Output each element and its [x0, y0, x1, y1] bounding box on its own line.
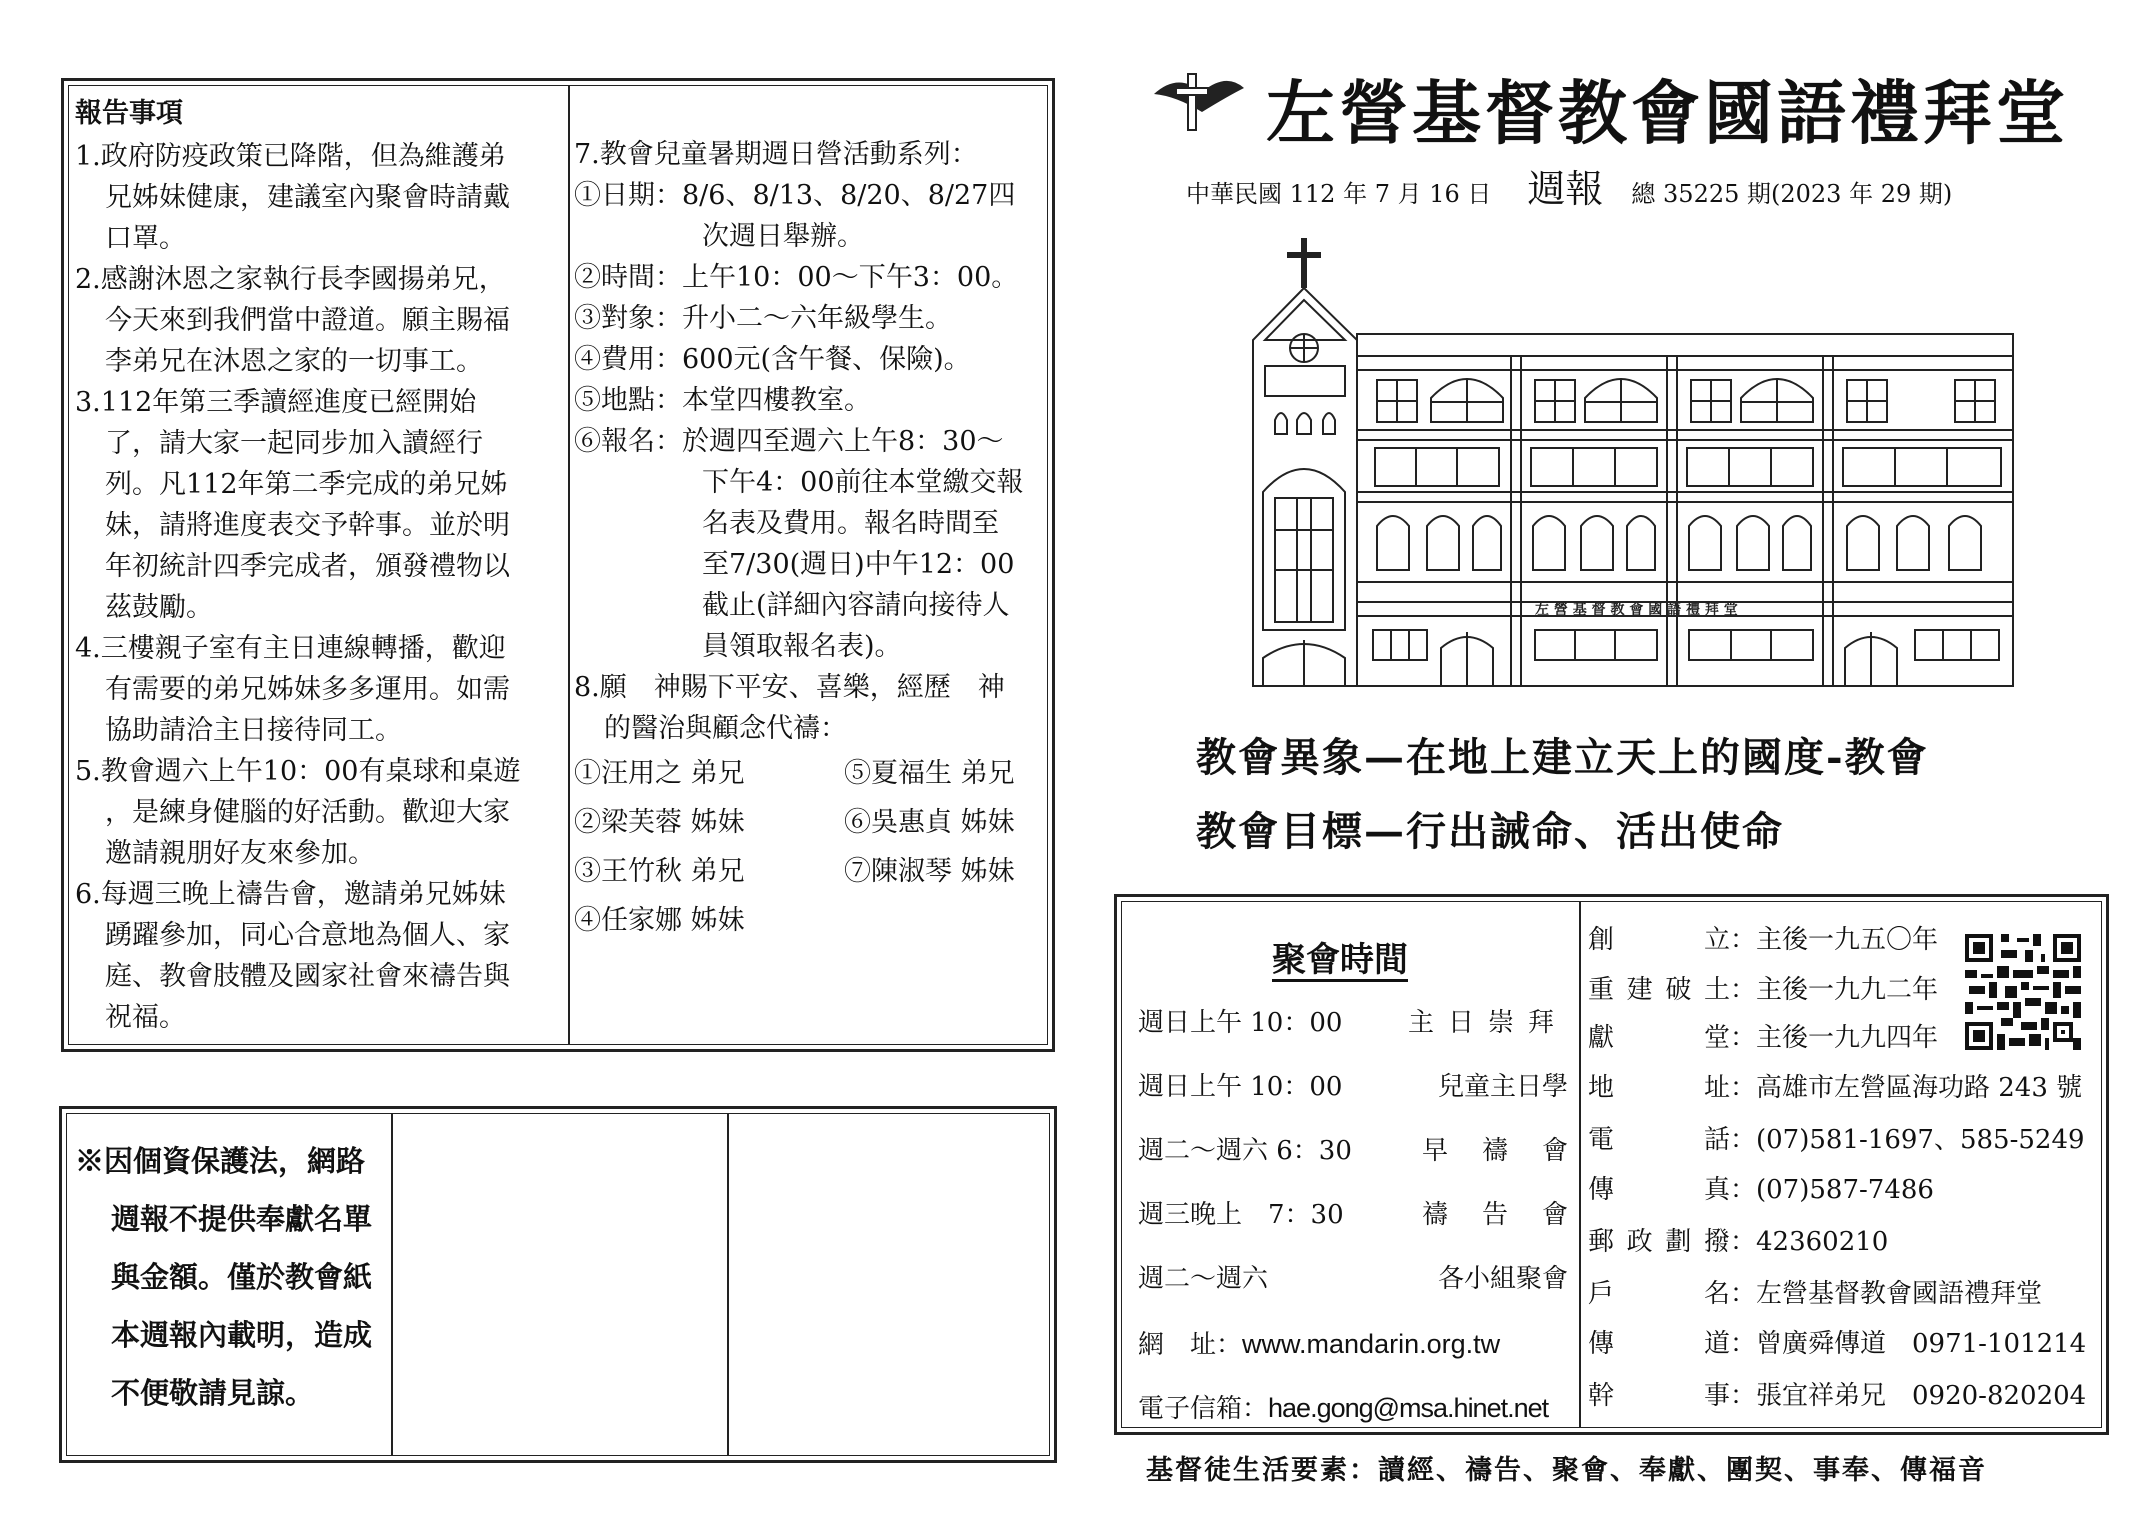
meeting-time: 週二～週六	[1138, 1264, 1269, 1294]
fact-address: 地址：高雄市左營區海功路 243 號	[1588, 1073, 2083, 1103]
church-name: 左營基督教會國語禮拜堂	[1266, 73, 2069, 154]
qr-code-icon	[1965, 934, 2081, 1050]
announcement-line: 有需要的弟兄姊妹多多運用。如需	[105, 674, 510, 705]
building-sign: 左 營 基 督 教 會 國 語 禮 拜 堂	[1535, 602, 1738, 618]
bulletin-label: 週報	[1527, 167, 1604, 211]
prayer-list	[574, 749, 1059, 945]
column-divider	[568, 86, 570, 1044]
meeting-name: 禱告會	[1421, 1200, 1602, 1230]
meeting-name: 早禱會	[1421, 1136, 1602, 1166]
announcement-line: 茲鼓勵。	[105, 592, 213, 623]
meeting-name: 兒童主日學	[1437, 1072, 1568, 1102]
fact-fax: 傳真：(07)587-7486	[1588, 1175, 1934, 1205]
notice-line: 本週報內載明，造成	[111, 1318, 373, 1352]
announcement-line: ，是練身健腦的好活動。歡迎大家	[105, 797, 510, 828]
announcement-line: 下午4：00前往本堂繳交報	[702, 467, 1024, 498]
announcements-left-column	[75, 86, 567, 1038]
announcement-line: 次週日舉辦。	[702, 221, 864, 252]
announcement-line: 5.教會週六上午10：00有桌球和桌遊	[75, 756, 521, 787]
prayer-item: ⑤夏福生 弟兄	[844, 758, 1015, 789]
announcement-line: ①日期：8/6、8/13、8/20、8/27四	[574, 180, 1016, 211]
announcement-line: 名表及費用。報名時間至	[702, 508, 999, 539]
announcement-line: 祝福。	[105, 1002, 186, 1033]
fact-founded: 創立：主後一九五〇年	[1588, 925, 1939, 955]
announcement-line: 年初統計四季完成者，頒發禮物以	[105, 551, 510, 582]
fact-rebuilt: 重建破土：主後一九九二年	[1588, 975, 1939, 1005]
email-row	[1138, 1388, 1548, 1425]
website-row	[1138, 1324, 1500, 1361]
fact-dedicated: 獻堂：主後一九九四年	[1588, 1023, 1939, 1053]
email-link[interactable]: hae.gong@msa.hinet.net	[1268, 1393, 1549, 1423]
announcement-line: 員領取報名表)。	[702, 631, 902, 662]
announcement-line: ③對象：升小二～六年級學生。	[574, 303, 952, 334]
announcement-line: 庭、教會肢體及國家社會來禱告與	[105, 961, 510, 992]
email-label: 電子信箱：	[1138, 1394, 1269, 1424]
church-logo-icon	[1148, 66, 1248, 134]
prayer-item	[844, 896, 1054, 945]
announcement-line: ②時間：上午10：00～下午3：00。	[574, 262, 1019, 293]
announcement-line: 的醫治與顧念代禱：	[604, 713, 847, 744]
prayer-item: ①汪用之 弟兄	[574, 758, 745, 789]
fact-secretary: 幹事：張宜祥弟兄 0920-820204	[1588, 1381, 2087, 1411]
announcement-line: 1.政府防疫政策已降階，但為維護弟	[75, 141, 506, 172]
announcement-line: 今天來到我們當中證道。願主賜福	[105, 305, 510, 336]
fact-phone: 電話：(07)581-1697、585-5249	[1588, 1125, 2085, 1155]
prayer-item: ⑥吳惠貞 姊妹	[844, 807, 1015, 838]
announcement-line: 兄姊妹健康，建議室內聚會時請戴	[105, 182, 510, 213]
announcement-line: 口罩。	[105, 223, 186, 254]
meeting-times-title: 聚會時間	[1272, 940, 1408, 980]
notice-line: ※因個資保護法，網路	[75, 1144, 366, 1178]
bulletin-date: 中華民國 112 年 7 月 16 日	[1186, 180, 1492, 208]
announcements-right-column	[574, 86, 1059, 945]
notice-divider	[727, 1114, 729, 1455]
prayer-item: ④任家娜 姊妹	[574, 905, 745, 936]
meeting-time: 週二～週六 6：30	[1138, 1136, 1352, 1166]
announcement-line: 至7/30(週日)中午12：00	[702, 549, 1015, 580]
announcement-line: 3.112年第三季讀經進度已經開始	[75, 387, 477, 418]
christian-life-essentials: 基督徒生活要素：讀經、禱告、聚會、奉獻、團契、事奉、傳福音	[1146, 1455, 1987, 1486]
church-goal: 教會目標—行出誡命、活出使命	[1196, 808, 1784, 855]
fact-postal-account: 郵政劃撥：42360210	[1588, 1227, 1889, 1257]
meeting-name: 各小組聚會	[1437, 1264, 1568, 1294]
announcement-line: 列。凡112年第二季完成的弟兄姊	[105, 469, 508, 500]
website-link[interactable]: www.mandarin.org.tw	[1242, 1329, 1501, 1359]
meeting-time: 週三晚上 7：30	[1138, 1200, 1344, 1230]
announcement-line: 妹，請將進度表交予幹事。並於明	[105, 510, 510, 541]
notice-divider	[391, 1114, 393, 1455]
announcement-line: ⑥報名：於週四至週六上午8：30～	[574, 426, 1004, 457]
prayer-item: ③王竹秋 弟兄	[574, 856, 745, 887]
announcements-box	[61, 78, 1055, 1052]
announcement-line: 4.三樓親子室有主日連線轉播，歡迎	[75, 633, 506, 664]
website-label: 網 址：	[1138, 1330, 1243, 1360]
announcement-line: 邀請親朋好友來參加。	[105, 838, 375, 869]
prayer-item: ⑦陳淑琴 姊妹	[844, 856, 1015, 887]
announcement-line: 截止(詳細內容請向接待人	[702, 590, 1010, 621]
bulletin-dateline	[1186, 158, 1952, 213]
offering-notice	[75, 1132, 385, 1422]
prayer-item: ②梁芙蓉 姊妹	[574, 807, 745, 838]
fact-preacher: 傳道：曾廣舜傳道 0971-101214	[1588, 1329, 2087, 1359]
notice-line: 不便敬請見諒。	[111, 1376, 315, 1410]
announcement-line: 7.教會兒童暑期週日營活動系列：	[574, 139, 978, 170]
offering-notice-box	[59, 1106, 1057, 1463]
notice-line: 與金額。僅於教會紙	[111, 1260, 373, 1294]
meeting-time: 週日上午 10：00	[1138, 1008, 1343, 1038]
announcement-line: 協助請洽主日接待同工。	[105, 715, 402, 746]
announcements-heading: 報告事項	[75, 98, 183, 129]
announcement-line: 8.願 神賜下平安、喜樂，經歷 神	[574, 672, 1005, 703]
fact-account-name: 戶名：左營基督教會國語禮拜堂	[1588, 1279, 2043, 1309]
announcement-line: 2.感謝沐恩之家執行長李國揚弟兄，	[75, 264, 506, 295]
church-building-drawing	[1235, 230, 2015, 690]
meeting-time: 週日上午 10：00	[1138, 1072, 1343, 1102]
announcement-line: 踴躍參加，同心合意地為個人、家	[105, 920, 510, 951]
announcement-line: ④費用：600元(含午餐、保險)。	[574, 344, 971, 375]
announcement-line: 6.每週三晚上禱告會，邀請弟兄姊妹	[75, 879, 506, 910]
info-box	[1114, 894, 2109, 1435]
church-vision: 教會異象—在地上建立天上的國度-教會	[1196, 734, 1929, 781]
meeting-name: 主日崇拜	[1407, 1008, 1568, 1038]
bulletin-issue: 總 35225 期(2023 年 29 期)	[1631, 180, 1953, 208]
announcement-line: 李弟兄在沐恩之家的一切事工。	[105, 346, 483, 377]
announcement-line: ⑤地點：本堂四樓教室。	[574, 385, 871, 416]
announcement-line: 了，請大家一起同步加入讀經行	[105, 428, 483, 459]
notice-line: 週報不提供奉獻名單	[111, 1202, 373, 1236]
